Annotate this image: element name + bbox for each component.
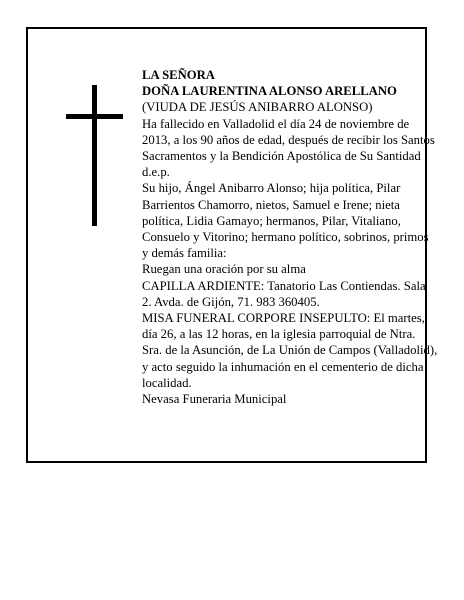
obituary-card <box>26 27 438 463</box>
rip-text: d.e.p. <box>142 165 170 180</box>
chapel-info: CAPILLA ARDIENTE: Tanatorio Las Contiendas. Sala 2. Avda. de Gijón, 71. 983 360405. <box>142 278 426 309</box>
prayer-request: Ruegan una oración por su alma <box>142 262 306 277</box>
cross-icon-bar <box>66 114 123 119</box>
funeral-info: MISA FUNERAL CORPORE INSEPULTO: El martes, día 26, a las 12 horas, en la iglesia parroquial de Ntra. Sra. de la Asunción, de La Unión de Campos (Valladolid), y acto seguido la inhumación en el cementerio de dicha localidad. <box>142 311 438 390</box>
obituary-heading: LA SEÑORA <box>142 68 215 82</box>
deceased-name: DOÑA LAURENTINA ALONSO ARELLANO <box>142 84 397 99</box>
death-announcement: Ha fallecido en Valladolid el día 24 de noviembre de 2013, a los 90 años de edad, después de recibir los Santos Sacramentos y la Bendición Apostólica de Su Santidad <box>142 116 435 164</box>
widow-of: (VIUDA DE JESÚS ANIBARRO ALONSO) <box>142 100 373 115</box>
funeral-home: Nevasa Funeraria Municipal <box>142 392 287 407</box>
cross-icon <box>92 85 97 226</box>
obituary-text <box>142 67 438 407</box>
family-list: Su hijo, Ángel Anibarro Alonso; hija política, Pilar Barrientos Chamorro, nietos, Samuel e Irene; nieta política, Lidia Gamayo; hermanos, Pilar, Vitaliano, Consuelo y Vitorino; hermano político, sobrinos, primos y demás familia: <box>142 181 429 261</box>
